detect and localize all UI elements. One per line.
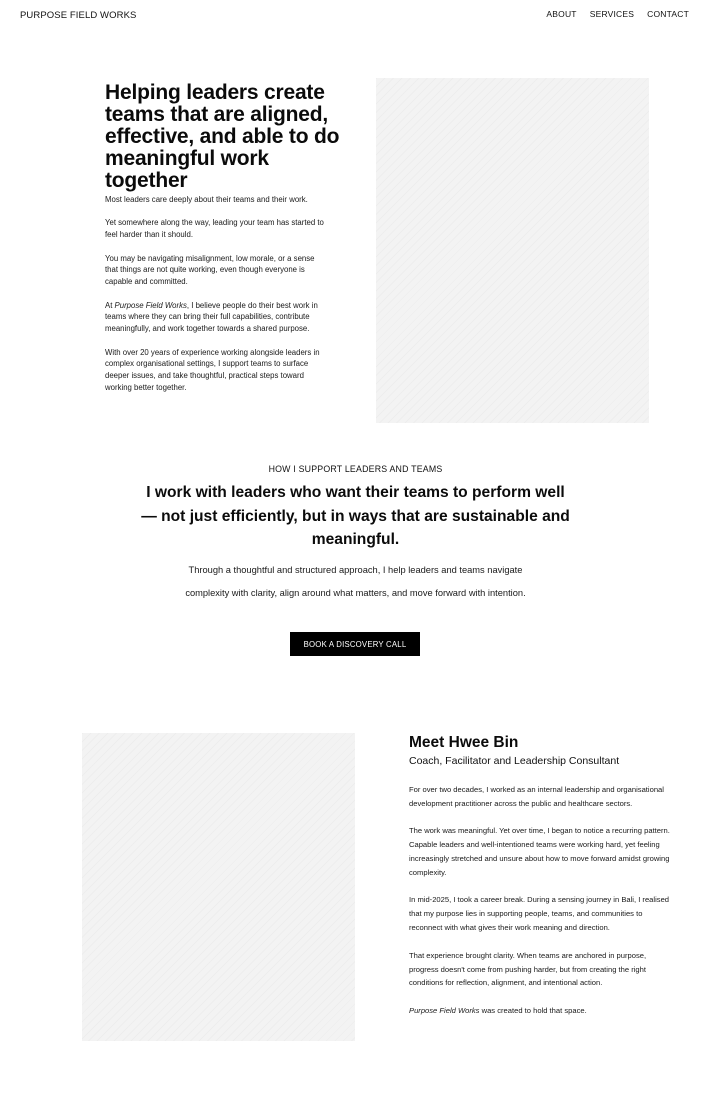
support-heading: I work with leaders who want their teams to perform well — not just efficiently, but in ways that are sustainable and meaningful. bbox=[141, 484, 570, 549]
about-paragraph: That experience brought clarity. When teams are anchored in purpose, progress doesn't come from pushing harder, but from creating the right conditions for reflection, alignment, and intentional action. bbox=[409, 950, 647, 988]
hero-body bbox=[105, 194, 327, 405]
about-paragraph: The work was meaningful. Yet over time, I began to notice a recurring pattern. Capable leaders and well-intentioned teams were working hard, yet feeling increasingly stretched and unsure about how to move forward amidst growing complexity. bbox=[409, 826, 670, 877]
nav-services-link[interactable]: SERVICES bbox=[589, 9, 635, 19]
hero-paragraph: You may be navigating misalignment, low morale, or a sense that things are not quite working, even though everyone is capable and committed. bbox=[105, 253, 315, 287]
about-image-placeholder bbox=[82, 733, 355, 1041]
support-eyebrow: HOW I SUPPORT LEADERS AND TEAMS bbox=[268, 464, 443, 474]
about-paragraph: In mid-2025, I took a career break. During a sensing journey in Bali, I realised that my purpose lies in supporting people, teams, and communities to reconnect with what gives their work meaning and direction. bbox=[409, 895, 670, 933]
support-body: Through a thoughtful and structured approach, I help leaders and teams navigate complexity with clarity, align around what matters, and move forward with intention. bbox=[185, 565, 526, 599]
brand-logo-link[interactable]: PURPOSE FIELD WORKS bbox=[20, 10, 137, 21]
about-text: was created to hold that space. bbox=[479, 1005, 587, 1015]
about-title: Meet Hwee Bin bbox=[409, 734, 519, 751]
hero-text: At bbox=[105, 300, 115, 310]
hero-paragraph: Most leaders care deeply about their teams and their work. bbox=[105, 195, 308, 204]
hero-paragraph bbox=[105, 300, 327, 336]
about-paragraph: For over two decades, I worked as an internal leadership and organisational development practitioner across the public and healthcare sectors. bbox=[409, 785, 664, 808]
nav-contact-link[interactable]: CONTACT bbox=[647, 9, 689, 19]
brand-name-emphasis: Purpose Field Works bbox=[409, 1005, 480, 1015]
book-discovery-call-button[interactable]: BOOK A DISCOVERY CALL bbox=[290, 632, 420, 656]
about-paragraph bbox=[409, 1004, 671, 1018]
about-subtitle: Coach, Facilitator and Leadership Consultant bbox=[409, 755, 620, 767]
top-nav bbox=[0, 0, 711, 30]
hero-paragraph: With over 20 years of experience working alongside leaders in complex organisational settings, I support teams to surface deeper issues, and take thoughtful, practical steps toward working better together. bbox=[105, 347, 320, 393]
hero-paragraph: Yet somewhere along the way, leading your team has started to feel harder than it should. bbox=[105, 218, 324, 240]
hero-text: , I believe people do their best work in teams where they can bring their full capabilities, contribute meaningfully, and work together towards a shared purpose. bbox=[105, 300, 318, 334]
main-menu bbox=[546, 9, 689, 19]
hero-image-placeholder bbox=[376, 78, 649, 423]
nav-about-link[interactable]: ABOUT bbox=[546, 9, 577, 19]
brand-name-emphasis: Purpose Field Works bbox=[114, 300, 187, 310]
about-body bbox=[409, 783, 671, 1032]
hero-title: Helping leaders create teams that are aligned, effective, and able to do meaningful work together bbox=[105, 81, 340, 193]
